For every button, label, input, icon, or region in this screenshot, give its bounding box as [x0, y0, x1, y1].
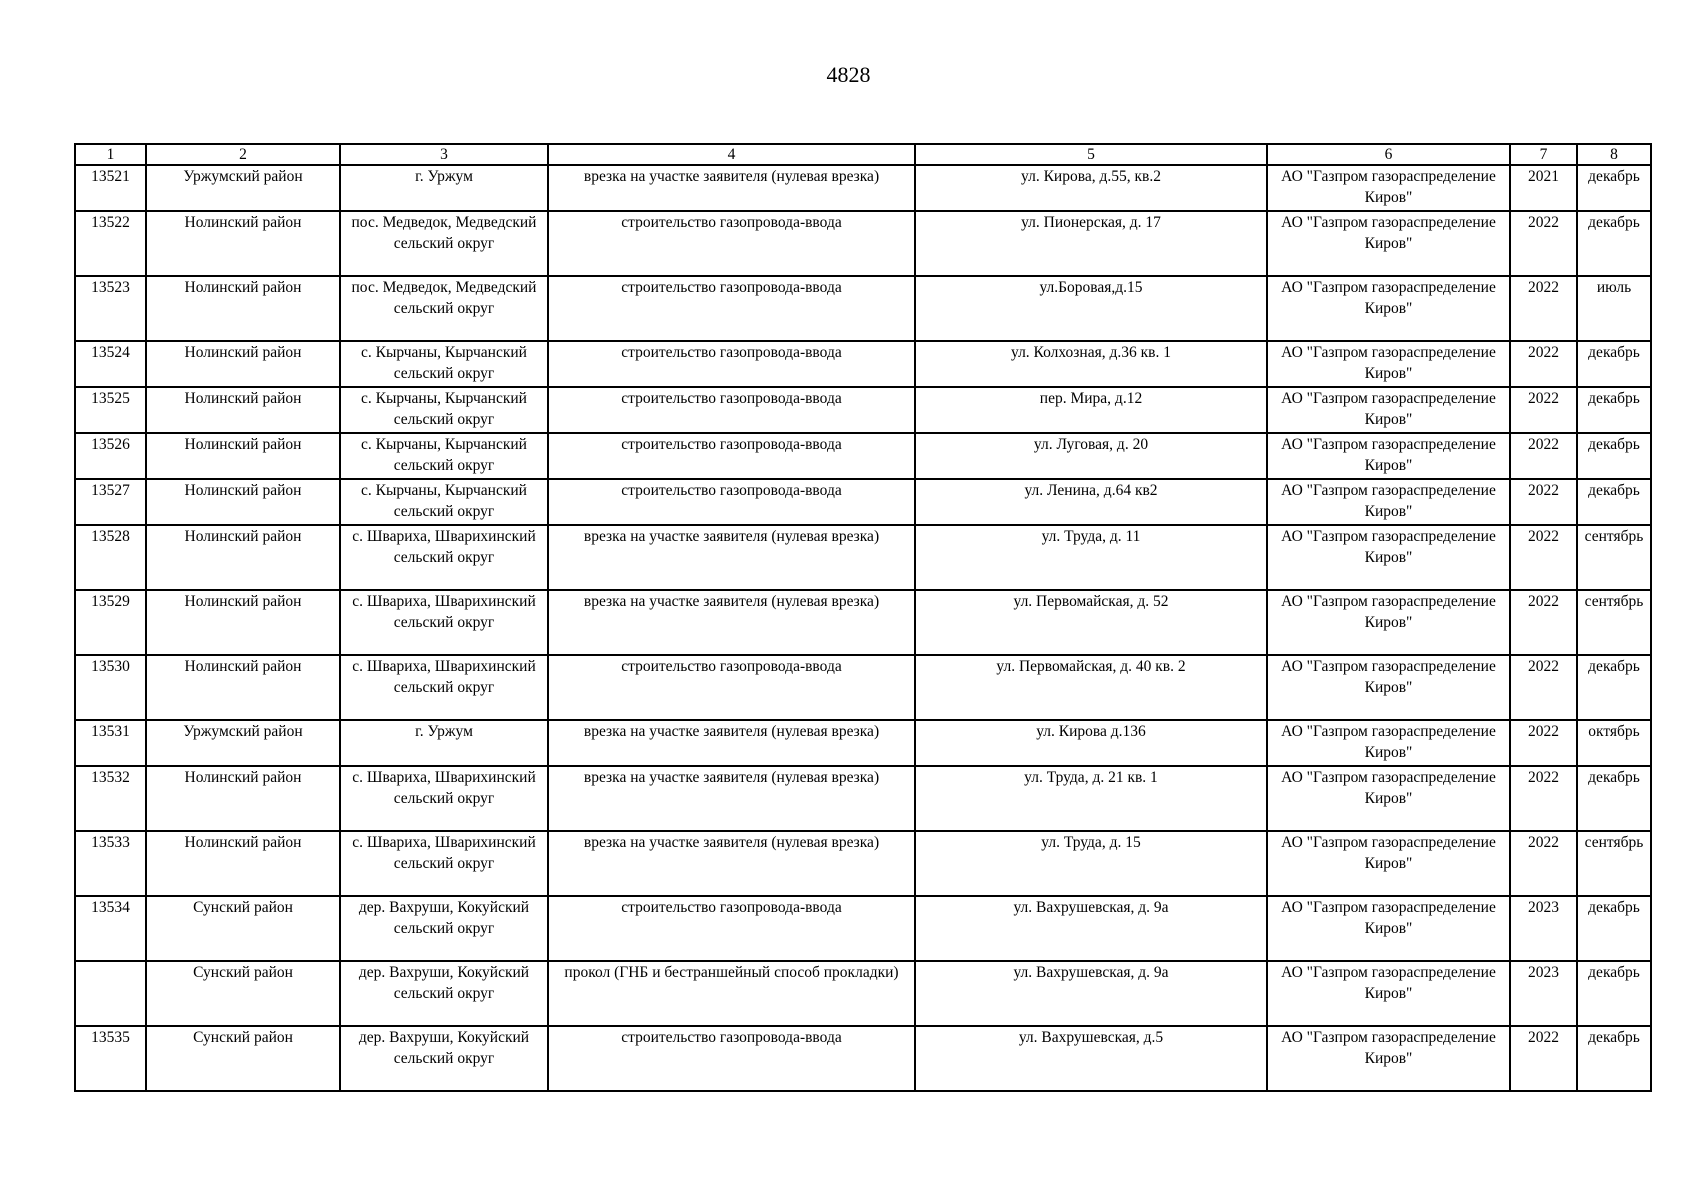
table-row [75, 766, 1651, 831]
cell-address: ул.Боровая,д.15 [915, 276, 1267, 341]
cell-work-type: строительство газопровода-ввода [548, 1026, 915, 1091]
cell-organization: АО "Газпром газораспределение Киров" [1267, 655, 1510, 720]
header-row [75, 144, 1651, 165]
cell-year: 2022 [1510, 341, 1577, 387]
cell-district: Нолинский район [146, 211, 340, 276]
cell-address: ул. Труда, д. 15 [915, 831, 1267, 896]
cell-locality: с. Швариха, Шварихинский сельский округ [340, 590, 548, 655]
cell-address: ул. Пионерская, д. 17 [915, 211, 1267, 276]
cell-locality: дер. Вахруши, Кокуйский сельский округ [340, 1026, 548, 1091]
cell-month: декабрь [1577, 387, 1651, 433]
cell-organization: АО "Газпром газораспределение Киров" [1267, 590, 1510, 655]
cell-organization: АО "Газпром газораспределение Киров" [1267, 766, 1510, 831]
cell-locality: с. Кырчаны, Кырчанский сельский округ [340, 479, 548, 525]
cell-number: 13523 [75, 276, 146, 341]
cell-work-type: строительство газопровода-ввода [548, 211, 915, 276]
column-header: 7 [1510, 144, 1577, 165]
cell-year: 2022 [1510, 387, 1577, 433]
cell-organization: АО "Газпром газораспределение Киров" [1267, 525, 1510, 590]
cell-number: 13526 [75, 433, 146, 479]
cell-work-type: строительство газопровода-ввода [548, 655, 915, 720]
cell-work-type: врезка на участке заявителя (нулевая врезка) [548, 165, 915, 211]
cell-month: июль [1577, 276, 1651, 341]
cell-number: 13535 [75, 1026, 146, 1091]
cell-work-type: строительство газопровода-ввода [548, 387, 915, 433]
cell-work-type: строительство газопровода-ввода [548, 276, 915, 341]
cell-work-type: врезка на участке заявителя (нулевая врезка) [548, 831, 915, 896]
table-row [75, 387, 1651, 433]
cell-locality: дер. Вахруши, Кокуйский сельский округ [340, 896, 548, 961]
table-row [75, 433, 1651, 479]
cell-district: Нолинский район [146, 276, 340, 341]
table-row [75, 655, 1651, 720]
cell-locality: с. Швариха, Шварихинский сельский округ [340, 655, 548, 720]
cell-work-type: врезка на участке заявителя (нулевая врезка) [548, 766, 915, 831]
cell-month: сентябрь [1577, 525, 1651, 590]
cell-district: Нолинский район [146, 433, 340, 479]
cell-number: 13528 [75, 525, 146, 590]
cell-work-type: врезка на участке заявителя (нулевая врезка) [548, 525, 915, 590]
cell-district: Нолинский район [146, 479, 340, 525]
cell-address: ул. Кирова д.136 [915, 720, 1267, 766]
cell-address: ул. Кирова, д.55, кв.2 [915, 165, 1267, 211]
cell-month: декабрь [1577, 961, 1651, 1026]
cell-year: 2022 [1510, 211, 1577, 276]
cell-number: 13529 [75, 590, 146, 655]
cell-address: пер. Мира, д.12 [915, 387, 1267, 433]
cell-locality: с. Кырчаны, Кырчанский сельский округ [340, 387, 548, 433]
cell-district: Нолинский район [146, 831, 340, 896]
cell-year: 2022 [1510, 720, 1577, 766]
cell-month: декабрь [1577, 766, 1651, 831]
cell-district: Нолинский район [146, 590, 340, 655]
cell-number [75, 961, 146, 1026]
column-header: 3 [340, 144, 548, 165]
cell-locality: с. Кырчаны, Кырчанский сельский округ [340, 341, 548, 387]
cell-organization: АО "Газпром газораспределение Киров" [1267, 433, 1510, 479]
cell-address: ул. Вахрушевская, д. 9а [915, 896, 1267, 961]
registry-table [74, 143, 1652, 1092]
table-row [75, 165, 1651, 211]
cell-locality: с. Швариха, Шварихинский сельский округ [340, 525, 548, 590]
cell-month: декабрь [1577, 341, 1651, 387]
cell-organization: АО "Газпром газораспределение Киров" [1267, 276, 1510, 341]
cell-organization: АО "Газпром газораспределение Киров" [1267, 165, 1510, 211]
cell-year: 2022 [1510, 433, 1577, 479]
cell-organization: АО "Газпром газораспределение Киров" [1267, 961, 1510, 1026]
cell-work-type: врезка на участке заявителя (нулевая врезка) [548, 720, 915, 766]
cell-number: 13531 [75, 720, 146, 766]
cell-address: ул. Труда, д. 21 кв. 1 [915, 766, 1267, 831]
cell-year: 2021 [1510, 165, 1577, 211]
cell-month: сентябрь [1577, 831, 1651, 896]
table-row [75, 525, 1651, 590]
column-header: 2 [146, 144, 340, 165]
cell-month: декабрь [1577, 433, 1651, 479]
column-header: 5 [915, 144, 1267, 165]
cell-organization: АО "Газпром газораспределение Киров" [1267, 720, 1510, 766]
table-row [75, 961, 1651, 1026]
column-header: 6 [1267, 144, 1510, 165]
cell-locality: пос. Медведок, Медведский сельский округ [340, 276, 548, 341]
cell-number: 13521 [75, 165, 146, 211]
cell-locality: с. Кырчаны, Кырчанский сельский округ [340, 433, 548, 479]
cell-month: декабрь [1577, 655, 1651, 720]
cell-address: ул. Ленина, д.64 кв2 [915, 479, 1267, 525]
cell-month: сентябрь [1577, 590, 1651, 655]
cell-organization: АО "Газпром газораспределение Киров" [1267, 387, 1510, 433]
table-row [75, 479, 1651, 525]
cell-work-type: прокол (ГНБ и бестраншейный способ прокладки) [548, 961, 915, 1026]
cell-month: октябрь [1577, 720, 1651, 766]
cell-year: 2022 [1510, 479, 1577, 525]
table-row [75, 1026, 1651, 1091]
cell-organization: АО "Газпром газораспределение Киров" [1267, 1026, 1510, 1091]
cell-year: 2022 [1510, 766, 1577, 831]
cell-month: декабрь [1577, 896, 1651, 961]
cell-district: Нолинский район [146, 341, 340, 387]
cell-address: ул. Вахрушевская, д.5 [915, 1026, 1267, 1091]
cell-work-type: строительство газопровода-ввода [548, 896, 915, 961]
cell-month: декабрь [1577, 211, 1651, 276]
cell-locality: с. Швариха, Шварихинский сельский округ [340, 831, 548, 896]
cell-work-type: строительство газопровода-ввода [548, 341, 915, 387]
cell-number: 13524 [75, 341, 146, 387]
cell-locality: г. Уржум [340, 720, 548, 766]
column-header: 1 [75, 144, 146, 165]
cell-year: 2022 [1510, 590, 1577, 655]
table-row [75, 831, 1651, 896]
table-row [75, 896, 1651, 961]
cell-year: 2022 [1510, 655, 1577, 720]
cell-district: Нолинский район [146, 525, 340, 590]
cell-number: 13530 [75, 655, 146, 720]
cell-work-type: строительство газопровода-ввода [548, 433, 915, 479]
cell-number: 13527 [75, 479, 146, 525]
cell-district: Сунский район [146, 961, 340, 1026]
cell-organization: АО "Газпром газораспределение Киров" [1267, 896, 1510, 961]
cell-district: Сунский район [146, 1026, 340, 1091]
cell-district: Нолинский район [146, 766, 340, 831]
cell-work-type: врезка на участке заявителя (нулевая врезка) [548, 590, 915, 655]
cell-number: 13525 [75, 387, 146, 433]
table-row [75, 590, 1651, 655]
cell-number: 13522 [75, 211, 146, 276]
table-row [75, 211, 1651, 276]
cell-year: 2023 [1510, 961, 1577, 1026]
cell-locality: пос. Медведок, Медведский сельский округ [340, 211, 548, 276]
cell-year: 2023 [1510, 896, 1577, 961]
cell-district: Уржумский район [146, 165, 340, 211]
column-header: 4 [548, 144, 915, 165]
page-number: 4828 [826, 62, 871, 87]
cell-address: ул. Колхозная, д.36 кв. 1 [915, 341, 1267, 387]
cell-locality: с. Швариха, Шварихинский сельский округ [340, 766, 548, 831]
cell-organization: АО "Газпром газораспределение Киров" [1267, 479, 1510, 525]
cell-number: 13532 [75, 766, 146, 831]
cell-year: 2022 [1510, 276, 1577, 341]
cell-district: Уржумский район [146, 720, 340, 766]
cell-address: ул. Вахрушевская, д. 9а [915, 961, 1267, 1026]
cell-address: ул. Луговая, д. 20 [915, 433, 1267, 479]
cell-month: декабрь [1577, 479, 1651, 525]
cell-year: 2022 [1510, 1026, 1577, 1091]
cell-number: 13533 [75, 831, 146, 896]
cell-month: декабрь [1577, 165, 1651, 211]
cell-number: 13534 [75, 896, 146, 961]
table-row [75, 720, 1651, 766]
cell-locality: дер. Вахруши, Кокуйский сельский округ [340, 961, 548, 1026]
table-row [75, 276, 1651, 341]
cell-organization: АО "Газпром газораспределение Киров" [1267, 211, 1510, 276]
cell-address: ул. Первомайская, д. 40 кв. 2 [915, 655, 1267, 720]
cell-organization: АО "Газпром газораспределение Киров" [1267, 831, 1510, 896]
cell-organization: АО "Газпром газораспределение Киров" [1267, 341, 1510, 387]
cell-address: ул. Труда, д. 11 [915, 525, 1267, 590]
cell-district: Сунский район [146, 896, 340, 961]
table-row [75, 341, 1651, 387]
cell-address: ул. Первомайская, д. 52 [915, 590, 1267, 655]
column-header: 8 [1577, 144, 1651, 165]
cell-month: декабрь [1577, 1026, 1651, 1091]
cell-district: Нолинский район [146, 655, 340, 720]
cell-year: 2022 [1510, 525, 1577, 590]
cell-year: 2022 [1510, 831, 1577, 896]
cell-district: Нолинский район [146, 387, 340, 433]
cell-work-type: строительство газопровода-ввода [548, 479, 915, 525]
cell-locality: г. Уржум [340, 165, 548, 211]
